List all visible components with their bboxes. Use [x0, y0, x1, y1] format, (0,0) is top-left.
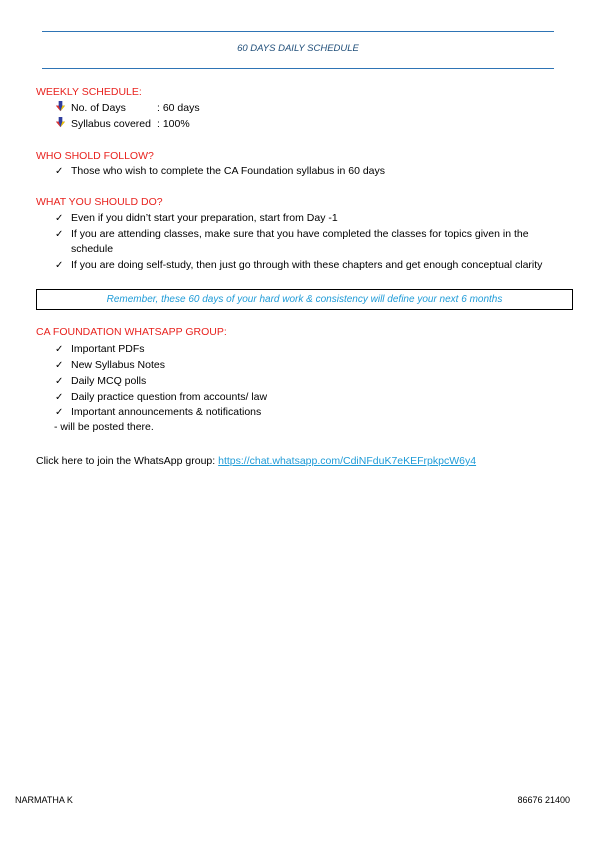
list-item-continuation: schedule	[71, 243, 114, 255]
check-icon: ✓	[55, 229, 64, 240]
list-item: ✓ Important PDFs	[55, 343, 145, 355]
check-icon: ✓	[55, 392, 64, 403]
list-item: ✓ New Syllabus Notes	[55, 359, 165, 371]
list-item: ✓ Important announcements & notifications	[55, 406, 262, 418]
list-item: ✓ Daily practice question from accounts/ law	[55, 391, 268, 403]
check-icon: ✓	[55, 376, 64, 387]
who-should-follow-heading: WHO SHOLD FOLLOW?	[36, 150, 154, 162]
whatsapp-group-heading: CA FOUNDATION WHATSAPP GROUP:	[36, 326, 227, 338]
check-icon: ✓	[55, 260, 64, 271]
days-value: : 60 days	[157, 102, 200, 114]
list-item-days	[55, 100, 200, 114]
list-item: ✓ Even if you didn’t start your preparation, start from Day -1	[55, 212, 338, 224]
title-divider	[42, 68, 554, 69]
list-item: ✓ If you are doing self-study, then just go through with these chapters and get enough conceptual clarity	[55, 259, 543, 271]
top-divider	[42, 31, 554, 32]
posted-note: - will be posted there.	[54, 421, 154, 433]
footer-name: NARMATHA K	[15, 795, 73, 805]
down-arrow-bullet-icon	[55, 100, 71, 115]
page-title: 60 DAYS DAILY SCHEDULE	[237, 43, 359, 54]
weekly-schedule-heading: WEEKLY SCHEDULE:	[36, 86, 142, 98]
check-icon: ✓	[55, 166, 64, 177]
list-item: ✓ If you are attending classes, make sure that you have completed the classes for topics given in the	[55, 228, 529, 240]
motivation-callout: Remember, these 60 days of your hard work & consistency will define your next 6 months	[36, 289, 573, 310]
check-icon: ✓	[55, 360, 64, 371]
footer-phone: 86676 21400	[517, 795, 570, 805]
days-label: No. of Days	[71, 102, 126, 114]
syllabus-value: : 100%	[157, 118, 190, 130]
whatsapp-group-link[interactable]: https://chat.whatsapp.com/CdiNFduK7eKEFrpkpcW6y4	[218, 455, 477, 467]
list-item-syllabus	[55, 116, 190, 130]
what-you-should-do-heading: WHAT YOU SHOULD DO?	[36, 196, 163, 208]
check-icon: ✓	[55, 213, 64, 224]
check-icon: ✓	[55, 407, 64, 418]
list-item: ✓ Daily MCQ polls	[55, 375, 147, 387]
list-item: ✓ Those who wish to complete the CA Foundation syllabus in 60 days	[55, 165, 386, 177]
syllabus-label: Syllabus covered	[71, 118, 151, 130]
join-line	[36, 455, 476, 467]
check-icon: ✓	[55, 344, 64, 355]
join-text: Click here to join the WhatsApp group:	[36, 455, 216, 467]
down-arrow-bullet-icon	[55, 116, 71, 131]
